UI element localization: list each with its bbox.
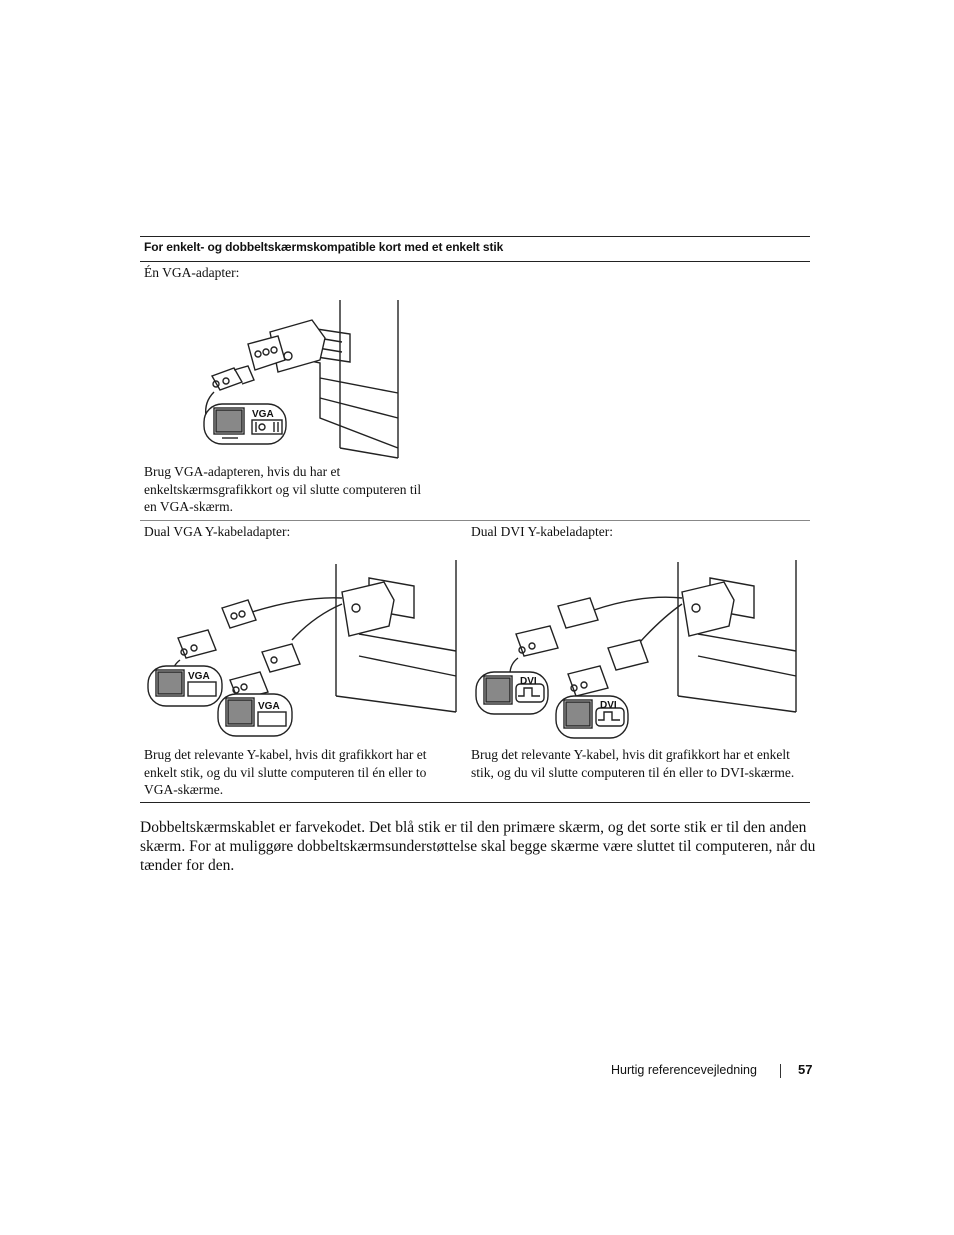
vga-adapter-label: Én VGA-adapter: — [144, 265, 240, 280]
table-title: For enkelt- og dobbeltskærmskompatible kort med et enkelt stik — [144, 240, 504, 254]
table-bottom-rule — [140, 802, 810, 803]
dual-dvi-badge-2-text: DVI — [600, 700, 617, 711]
dual-vga-badge-1-text: VGA — [188, 671, 210, 682]
vga-badge-text: VGA — [252, 409, 274, 420]
table-row-divider — [140, 520, 810, 521]
body-paragraph: Dobbeltskærmskablet er farvekodet. Det blå stik er til den primære skærm, og det sorte stik er til den anden skærm. For at muliggøre dobbeltskærmsunderstøttelse skal begge skærme være sluttet til computeren, når du tænder for den. — [140, 819, 816, 874]
dual-vga-illustration — [144, 556, 464, 742]
dual-dvi-label: Dual DVI Y-kabeladapter: — [471, 524, 613, 539]
table-top-rule — [140, 236, 810, 237]
dual-vga-caption: Brug det relevante Y-kabel, hvis dit grafikkort har et enkelt stik, og du vil slutte computeren til én eller to VGA-skærme. — [144, 747, 427, 797]
dual-dvi-caption: Brug det relevante Y-kabel, hvis dit grafikkort har et enkelt stik, og du vil slutte computeren til én eller to DVI-skærme. — [471, 747, 795, 780]
footer-separator — [780, 1064, 781, 1078]
dual-vga-label: Dual VGA Y-kabeladapter: — [144, 524, 291, 539]
table-header-rule — [140, 261, 810, 262]
vga-adapter-caption: Brug VGA-adapteren, hvis du har et enkeltskærmsgrafikkort og vil slutte computeren til en VGA-skærm. — [144, 464, 422, 514]
dual-dvi-illustration — [472, 556, 802, 742]
dual-dvi-badge-1-text: DVI — [520, 676, 537, 687]
footer-title: Hurtig referencevejledning — [611, 1063, 757, 1077]
page-number: 57 — [798, 1062, 813, 1077]
vga-adapter-illustration — [200, 298, 410, 462]
dual-vga-badge-2-text: VGA — [258, 701, 280, 712]
